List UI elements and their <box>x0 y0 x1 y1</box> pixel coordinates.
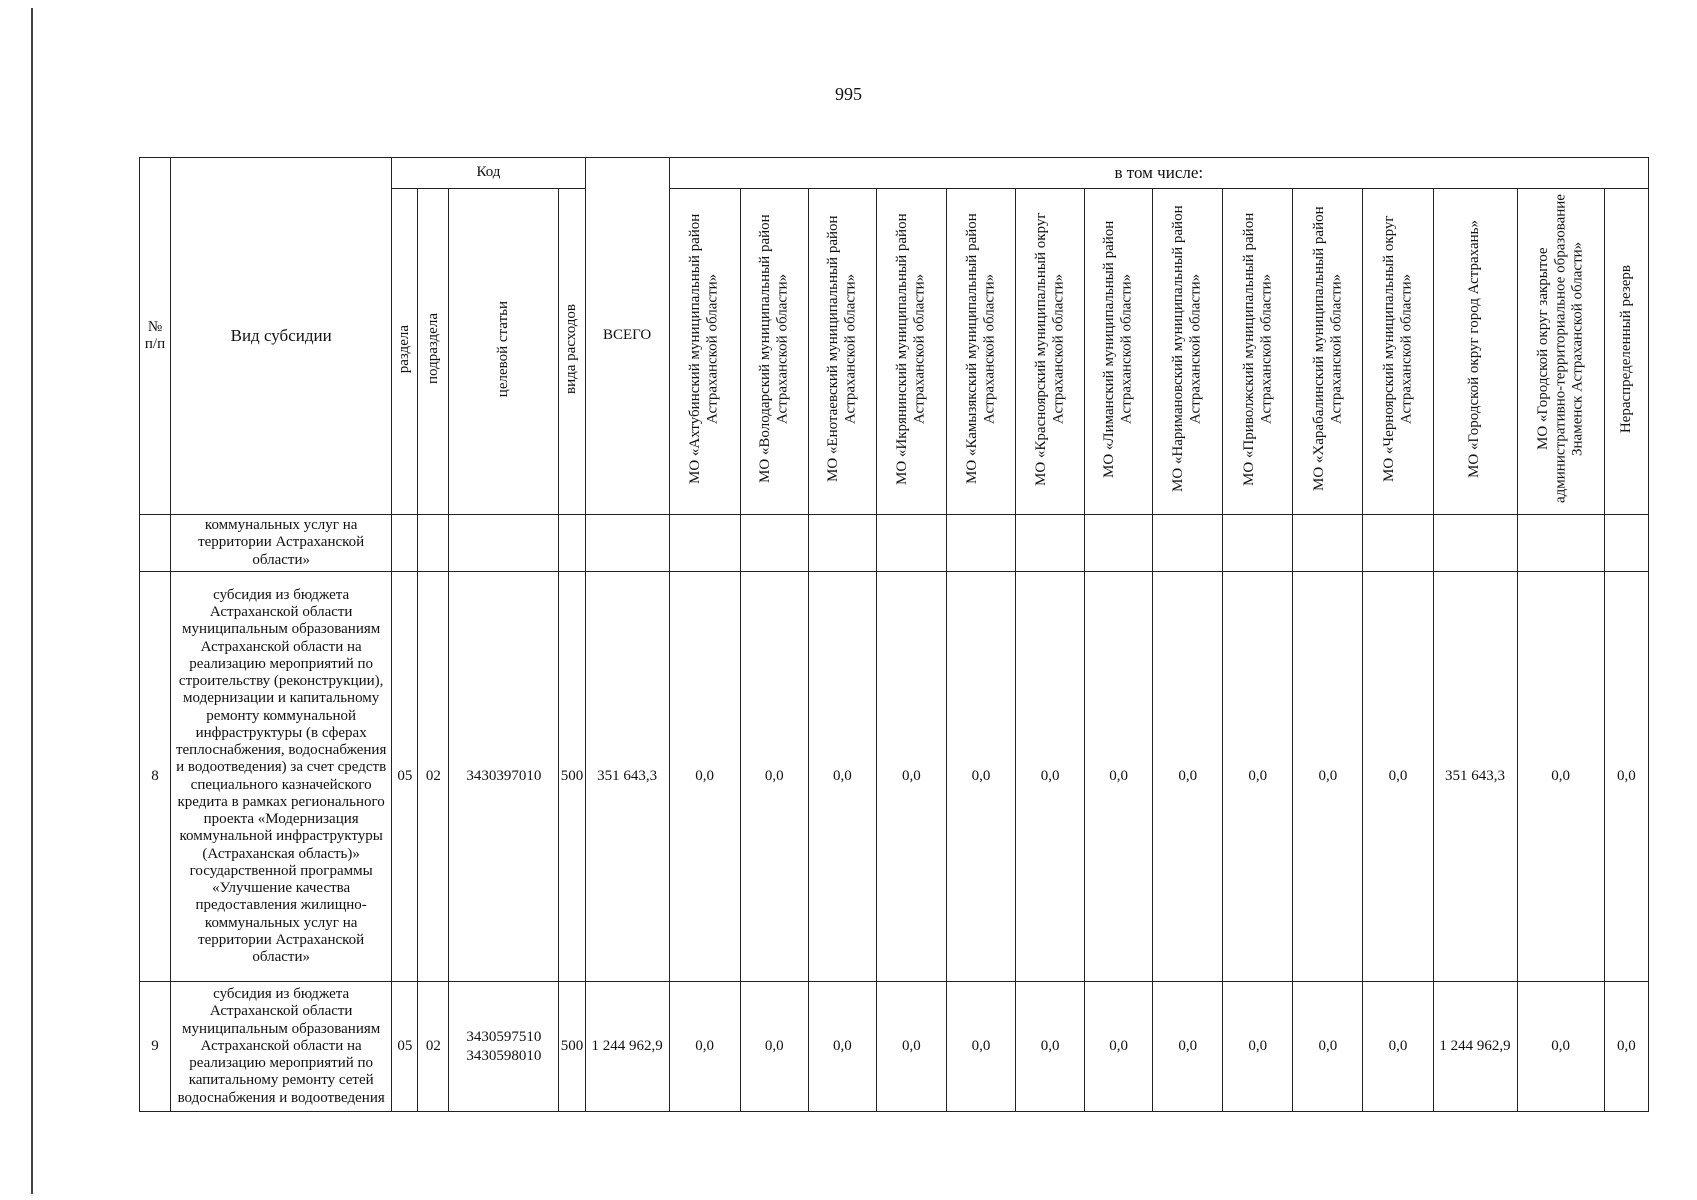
header-code-target: целевой статьи <box>449 189 559 515</box>
row-subsection <box>418 515 449 572</box>
header-mo-enotaevsky: МО «Енотаевский муниципальный район Астраханской области» <box>808 189 876 515</box>
row-value: 0,0 <box>1293 572 1363 982</box>
row-num <box>140 515 171 572</box>
row-total: 1 244 962,9 <box>585 982 669 1112</box>
header-mo-volodarsky: МО «Володарский муниципальный район Астраханской области» <box>740 189 808 515</box>
row-value <box>740 515 808 572</box>
row-target: 3430397010 <box>449 572 559 982</box>
header-code-group: Код <box>392 158 585 189</box>
header-mo-limansky: МО «Лиманский муниципальный район Астраханской области» <box>1085 189 1153 515</box>
header-mo-chernoyarsky: МО «Черноярский муниципальный округ Астраханской области» <box>1363 189 1433 515</box>
header-code-expense: вида расходов <box>559 189 585 515</box>
row-value <box>876 515 946 572</box>
row-value: 0,0 <box>1153 982 1223 1112</box>
header-mo-narimanovsky: МО «Наримановский муниципальный район Астраханской области» <box>1153 189 1223 515</box>
row-kind: субсидия из бюджета Астраханской области муниципальным образованиям Астраханской области на реализацию мероприятий по капитальному ремонту сетей водоснабжения и водоотведения <box>171 982 392 1112</box>
row-total <box>585 515 669 572</box>
row-value: 1 244 962,9 <box>1433 982 1517 1112</box>
header-code-subsection: подраздела <box>418 189 449 515</box>
page-number: 995 <box>835 84 862 104</box>
row-value <box>1016 515 1085 572</box>
row-value: 0,0 <box>1517 982 1604 1112</box>
row-expense <box>559 515 585 572</box>
header-mo-kamyzyaksky: МО «Камызякский муниципальный район Астраханской области» <box>946 189 1015 515</box>
header-code-section: раздела <box>392 189 418 515</box>
row-section <box>392 515 418 572</box>
header-row-groups <box>140 158 1649 189</box>
row-kind: субсидия из бюджета Астраханской области муниципальным образованиям Астраханской области на реализацию мероприятий по строительству (реконструкции), модернизации и капитальному ремонту коммунальной инфраструктуры (в сферах теплоснабжения, водоснабжения и водоотведения) за счет средств специального казначейского кредита в рамках регионального проекта «Модернизация коммунальной инфраструктуры (Астраханская область)» государственной программы «Улучшение качества предоставления жилищно-коммунальных услуг на территории Астраханской области» <box>171 572 392 982</box>
row-section: 05 <box>392 982 418 1112</box>
row-target: 3430597510 3430598010 <box>449 982 559 1112</box>
row-value: 0,0 <box>1363 982 1433 1112</box>
row-value <box>1604 515 1648 572</box>
row-value <box>1223 515 1293 572</box>
table-row <box>140 515 1649 572</box>
header-mo-astrakhan: МО «Городской округ город Астрахань» <box>1433 189 1517 515</box>
row-value <box>1293 515 1363 572</box>
row-target <box>449 515 559 572</box>
table-row <box>140 982 1649 1112</box>
row-total: 351 643,3 <box>585 572 669 982</box>
row-num: 8 <box>140 572 171 982</box>
row-value: 0,0 <box>1604 982 1648 1112</box>
row-value <box>1085 515 1153 572</box>
binding-margin-line <box>31 8 33 1194</box>
header-including-group: в том числе: <box>669 158 1648 189</box>
row-value <box>1433 515 1517 572</box>
row-value: 351 643,3 <box>1433 572 1517 982</box>
row-value: 0,0 <box>1223 572 1293 982</box>
header-total: ВСЕГО <box>585 158 669 515</box>
row-value: 0,0 <box>808 572 876 982</box>
row-value <box>669 515 740 572</box>
row-value: 0,0 <box>669 572 740 982</box>
row-section: 05 <box>392 572 418 982</box>
header-reserve: Нераспределенный резерв <box>1604 189 1648 515</box>
row-value: 0,0 <box>1085 572 1153 982</box>
row-value: 0,0 <box>946 982 1015 1112</box>
row-value <box>1363 515 1433 572</box>
row-num: 9 <box>140 982 171 1112</box>
row-value: 0,0 <box>876 572 946 982</box>
row-expense: 500 <box>559 982 585 1112</box>
row-value: 0,0 <box>876 982 946 1112</box>
row-value: 0,0 <box>1604 572 1648 982</box>
row-value <box>1153 515 1223 572</box>
header-num: № п/п <box>140 158 171 515</box>
row-subsection: 02 <box>418 982 449 1112</box>
row-value: 0,0 <box>740 572 808 982</box>
header-mo-krasnoyarsky: МО «Красноярский муниципальный округ Астраханской области» <box>1016 189 1085 515</box>
header-mo-ikryaninsky: МО «Икрянинский муниципальный район Астраханской области» <box>876 189 946 515</box>
header-kind: Вид субсидии <box>171 158 392 515</box>
row-value: 0,0 <box>1223 982 1293 1112</box>
row-value <box>1517 515 1604 572</box>
row-kind: коммунальных услуг на территории Астраханской области» <box>171 515 392 572</box>
row-value: 0,0 <box>740 982 808 1112</box>
header-mo-kharabalinsky: МО «Харабалинский муниципальный район Астраханской области» <box>1293 189 1363 515</box>
row-value: 0,0 <box>1153 572 1223 982</box>
row-value: 0,0 <box>946 572 1015 982</box>
header-mo-znamensk: МО «Городской округ закрытое административно-территориальное образование Знаменск Астраханской области» <box>1517 189 1604 515</box>
row-value <box>946 515 1015 572</box>
row-subsection: 02 <box>418 572 449 982</box>
row-expense: 500 <box>559 572 585 982</box>
row-value: 0,0 <box>669 982 740 1112</box>
header-mo-akhtubinsky: МО «Ахтубинский муниципальный район Астраханской области» <box>669 189 740 515</box>
row-value: 0,0 <box>1085 982 1153 1112</box>
row-value: 0,0 <box>1016 572 1085 982</box>
row-value <box>808 515 876 572</box>
row-value: 0,0 <box>808 982 876 1112</box>
subsidy-table <box>139 157 1649 1112</box>
header-mo-privolzhsky: МО «Приволжский муниципальный район Астраханской области» <box>1223 189 1293 515</box>
row-value: 0,0 <box>1016 982 1085 1112</box>
table-row <box>140 572 1649 982</box>
row-value: 0,0 <box>1517 572 1604 982</box>
row-value: 0,0 <box>1363 572 1433 982</box>
row-value: 0,0 <box>1293 982 1363 1112</box>
